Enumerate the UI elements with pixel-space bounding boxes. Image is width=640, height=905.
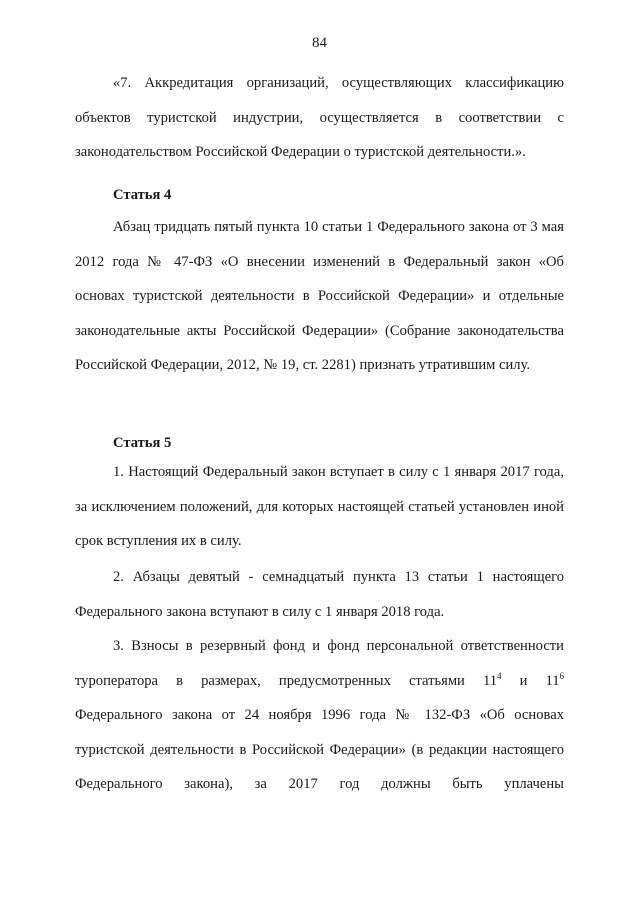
page-number: 84: [312, 35, 327, 51]
word-provided: предусмотренных: [278, 672, 391, 689]
word-and: и: [519, 672, 528, 689]
paragraph-article-5-item-3: [75, 629, 564, 802]
word-articles: статьями: [408, 672, 465, 689]
word-in: в: [176, 672, 183, 689]
paragraph-article-5-item-1: 1. Настоящий Федеральный закон вступает в силу с 1 января 2017 года, за исключением положений, для которых настоящей статьей установлен иной срок вступления их в силу.: [75, 464, 564, 550]
document-page: [75, 0, 564, 905]
item-3-line-1: 3. Взносы в резервный фонд и фонд персональной ответственности: [113, 638, 564, 654]
paragraph-accreditation: «7. Аккредитация организаций, осуществляющих классификацию объектов туристской индустрии, осуществляется в соответствии с законодательством Российской Федерации о туристской деятельности.».: [75, 75, 564, 161]
article-ref-2: $11^6$: [545, 670, 564, 689]
heading-article-4: Статья 4: [113, 187, 172, 203]
word-amounts: размерах,: [201, 672, 261, 689]
item-3-rest: Федерального закона от 24 ноября 1996 года № 132-ФЗ «Об основах туристской деятельности в Российской Федерации» (в редакции настоящего Федерального закона), за 2017 год должны быть уплачены: [75, 707, 564, 793]
paragraph-article-5-item-2: 2. Абзацы девятый - семнадцатый пункта 13 статьи 1 настоящего Федерального закона вступают в силу с 1 января 2018 года.: [75, 569, 564, 620]
article-ref-1: $11^4$: [482, 670, 502, 689]
paragraph-article-4: Абзац тридцать пятый пункта 10 статьи 1 Федерального закона от 3 мая 2012 года № 47-ФЗ «О внесении изменений в Федеральный закон «Об основах туристской деятельности в Российской Федерации» и отдельные законодательные акты Российской Федерации» (Собрание законодательства Российской Федерации, 2012, № 19, ст. 2281) признать утратившим силу.: [75, 219, 564, 374]
item-3-line-2: [75, 664, 564, 699]
heading-article-5: Статья 5: [113, 435, 172, 451]
word-tour-operator: туроператора: [75, 672, 159, 689]
